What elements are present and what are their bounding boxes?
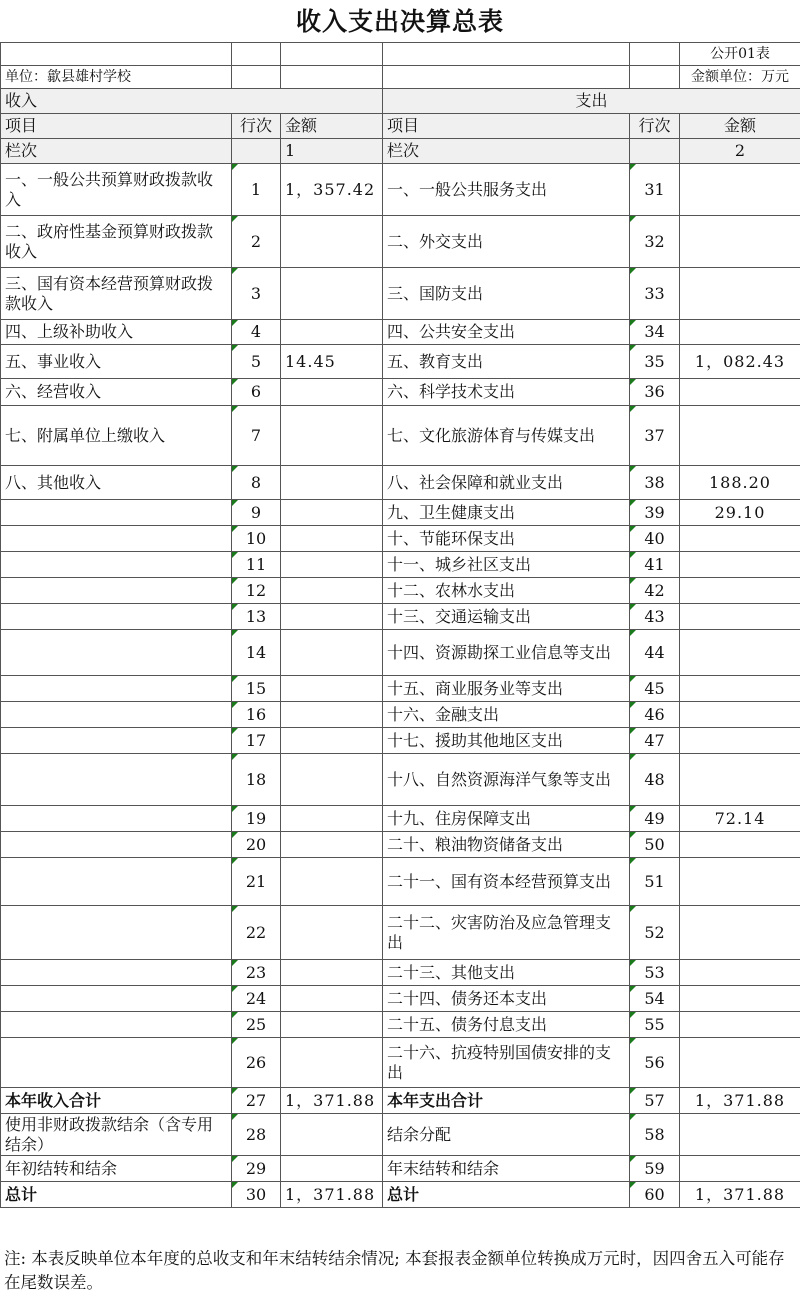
income-item [1,552,232,578]
expense-amount: 29.10 [680,500,800,526]
income-item: 一、一般公共预算财政拨款收入 [1,164,232,216]
table-row [1,806,800,832]
income-line: 17 [232,728,281,754]
income-item [1,578,232,604]
table-row [1,500,800,526]
income-line: 23 [232,960,281,986]
income-amount-header: 金额 [281,114,383,139]
expense-line: 56 [630,1038,680,1088]
income-item: 七、附属单位上缴收入 [1,406,232,466]
expense-line: 42 [630,578,680,604]
income-item [1,676,232,702]
expense-item: 十、节能环保支出 [383,526,630,552]
expense-item: 一、一般公共服务支出 [383,164,630,216]
table-row [1,578,800,604]
table-row [1,406,800,466]
income-amount [281,858,383,906]
income-line: 22 [232,906,281,960]
expense-line: 31 [630,164,680,216]
table-row [1,1156,800,1182]
expense-line: 60 [630,1182,680,1208]
expense-amount [680,906,800,960]
expense-amount [680,164,800,216]
expense-item: 年末结转和结余 [383,1156,630,1182]
income-amount [281,320,383,345]
table-row [1,832,800,858]
expense-item: 二十五、债务付息支出 [383,1012,630,1038]
income-item [1,986,232,1012]
table-row [1,164,800,216]
expense-item: 二十一、国有资本经营预算支出 [383,858,630,906]
expense-amount [680,1156,800,1182]
table-row [1,630,800,676]
income-item: 六、经营收入 [1,379,232,406]
expense-item: 十四、资源勘探工业信息等支出 [383,630,630,676]
expense-line: 43 [630,604,680,630]
income-line: 9 [232,500,281,526]
table-row [1,676,800,702]
income-line: 12 [232,578,281,604]
income-item: 四、上级补助收入 [1,320,232,345]
expense-line: 38 [630,466,680,500]
expense-line: 52 [630,906,680,960]
income-amount [281,1114,383,1156]
income-item: 总计 [1,1182,232,1208]
income-item [1,1012,232,1038]
expense-amount [680,702,800,728]
income-line: 18 [232,754,281,806]
expense-line: 59 [630,1156,680,1182]
expense-item: 七、文化旅游体育与传媒支出 [383,406,630,466]
income-item [1,858,232,906]
expense-item: 二十、粮油物资储备支出 [383,832,630,858]
income-item [1,906,232,960]
income-line: 14 [232,630,281,676]
expense-item: 本年支出合计 [383,1088,630,1114]
income-item [1,604,232,630]
table-row [1,728,800,754]
income-line: 4 [232,320,281,345]
income-amount [281,806,383,832]
income-line: 5 [232,345,281,379]
expense-item: 三、国防支出 [383,268,630,320]
expense-line: 40 [630,526,680,552]
income-amount [281,728,383,754]
expense-line: 35 [630,345,680,379]
form-code: 公开01表 [680,43,800,66]
table-row [1,906,800,960]
expense-item: 十六、金融支出 [383,702,630,728]
expense-line: 36 [630,379,680,406]
income-item [1,806,232,832]
income-amount [281,1012,383,1038]
income-line: 6 [232,379,281,406]
table-row [1,526,800,552]
expense-line: 57 [630,1088,680,1114]
table-row [1,552,800,578]
income-item [1,630,232,676]
expense-amount [680,406,800,466]
expense-amount [680,604,800,630]
expense-item: 二十三、其他支出 [383,960,630,986]
expense-line: 46 [630,702,680,728]
income-item [1,960,232,986]
income-item: 本年收入合计 [1,1088,232,1114]
table-row [1,604,800,630]
income-amount [281,578,383,604]
table-row [1,754,800,806]
income-amount [281,500,383,526]
expense-line: 39 [630,500,680,526]
expense-amount [680,676,800,702]
income-amount [281,1038,383,1088]
table-row [1,268,800,320]
income-amount: 1，371.88 [281,1088,383,1114]
expense-line: 32 [630,216,680,268]
expense-item-header: 项目 [383,114,630,139]
expense-amount [680,832,800,858]
income-amount [281,832,383,858]
table-row [1,1114,800,1156]
expense-item: 八、社会保障和就业支出 [383,466,630,500]
expense-amount [680,754,800,806]
income-amount [281,466,383,500]
income-line-header: 行次 [232,114,281,139]
expense-item: 十三、交通运输支出 [383,604,630,630]
income-amount [281,406,383,466]
income-line: 24 [232,986,281,1012]
expense-line: 53 [630,960,680,986]
expense-item: 四、公共安全支出 [383,320,630,345]
income-item [1,526,232,552]
income-line: 11 [232,552,281,578]
page-title: 收入支出决算总表 [295,7,504,36]
expense-item: 十八、自然资源海洋气象等支出 [383,754,630,806]
income-line: 16 [232,702,281,728]
income-line: 28 [232,1114,281,1156]
income-column-label: 栏次 [1,139,232,164]
expense-item: 二十六、抗疫特别国债安排的支出 [383,1038,630,1088]
expense-line: 37 [630,406,680,466]
table-row [1,379,800,406]
expense-amount: 1，371.88 [680,1182,800,1208]
income-amount: 14.45 [281,345,383,379]
income-line: 15 [232,676,281,702]
expense-line: 47 [630,728,680,754]
expense-line: 55 [630,1012,680,1038]
expense-item: 十七、援助其他地区支出 [383,728,630,754]
income-amount [281,1156,383,1182]
table-row [1,1182,800,1208]
expense-amount [680,1038,800,1088]
expense-amount: 1，371.88 [680,1088,800,1114]
expense-amount [680,1114,800,1156]
table-row [1,858,800,906]
income-line: 2 [232,216,281,268]
income-amount [281,552,383,578]
table-row [1,1012,800,1038]
expense-item: 六、科学技术支出 [383,379,630,406]
expense-item: 十五、商业服务业等支出 [383,676,630,702]
expense-amount [680,526,800,552]
expense-item: 十二、农林水支出 [383,578,630,604]
income-item: 三、国有资本经营预算财政拨款收入 [1,268,232,320]
table-row [1,1038,800,1088]
expense-item: 十九、住房保障支出 [383,806,630,832]
expense-item: 二十四、债务还本支出 [383,986,630,1012]
income-line: 25 [232,1012,281,1038]
expense-line: 50 [630,832,680,858]
income-item: 八、其他收入 [1,466,232,500]
money-unit-label: 金额单位：万元 [680,66,800,89]
expense-amount [680,630,800,676]
expense-line: 48 [630,754,680,806]
expense-line: 58 [630,1114,680,1156]
expense-item: 结余分配 [383,1114,630,1156]
income-expense-table [0,42,800,1208]
income-amount [281,630,383,676]
table-row [1,216,800,268]
expense-amount [680,216,800,268]
expense-amount [680,858,800,906]
income-amount [281,526,383,552]
income-item [1,702,232,728]
expense-amount [680,960,800,986]
income-amount [281,604,383,630]
table-row [1,320,800,345]
income-amount [281,268,383,320]
income-item: 年初结转和结余 [1,1156,232,1182]
income-line: 29 [232,1156,281,1182]
section-income-header: 收入 [1,89,383,114]
income-line: 21 [232,858,281,906]
expense-item: 十一、城乡社区支出 [383,552,630,578]
income-line: 3 [232,268,281,320]
income-line: 13 [232,604,281,630]
expense-item: 九、卫生健康支出 [383,500,630,526]
table-row [1,1088,800,1114]
expense-item: 五、教育支出 [383,345,630,379]
income-line: 1 [232,164,281,216]
income-item [1,754,232,806]
income-column-number: 1 [281,139,383,164]
expense-amount [680,728,800,754]
expense-item: 总计 [383,1182,630,1208]
expense-amount [680,578,800,604]
income-amount [281,676,383,702]
income-item [1,832,232,858]
income-line: 20 [232,832,281,858]
expense-column-number: 2 [680,139,800,164]
expense-line: 54 [630,986,680,1012]
expense-line: 45 [630,676,680,702]
expense-line: 33 [630,268,680,320]
table-row [1,986,800,1012]
expense-column-label: 栏次 [383,139,630,164]
income-amount [281,702,383,728]
income-amount [281,216,383,268]
expense-amount [680,379,800,406]
table-row [1,345,800,379]
income-item [1,1038,232,1088]
table-row [1,466,800,500]
expense-amount [680,986,800,1012]
income-item: 二、政府性基金预算财政拨款收入 [1,216,232,268]
income-amount: 1，357.42 [281,164,383,216]
income-amount [281,906,383,960]
expense-amount: 72.14 [680,806,800,832]
income-amount [281,754,383,806]
income-amount [281,379,383,406]
income-item-header: 项目 [1,114,232,139]
income-line: 26 [232,1038,281,1088]
income-line: 27 [232,1088,281,1114]
expense-line: 41 [630,552,680,578]
expense-amount-header: 金额 [680,114,800,139]
expense-amount: 1，082.43 [680,345,800,379]
table-row [1,702,800,728]
footnote: 注: 本表反映单位本年度的总收支和年末结转结余情况; 本套报表金额单位转换成万元时，因四舍五入可能存在尾数误差。 [4,1249,785,1292]
expense-amount [680,268,800,320]
income-item [1,728,232,754]
expense-item: 二十二、灾害防治及应急管理支出 [383,906,630,960]
expense-amount [680,552,800,578]
unit-label: 单位：歙县雄村学校 [1,66,232,89]
expense-line: 51 [630,858,680,906]
income-amount [281,986,383,1012]
expense-line: 49 [630,806,680,832]
income-line: 19 [232,806,281,832]
expense-line-header: 行次 [630,114,680,139]
income-item: 五、事业收入 [1,345,232,379]
expense-line: 34 [630,320,680,345]
income-amount: 1，371.88 [281,1182,383,1208]
income-item: 使用非财政拨款结余（含专用结余） [1,1114,232,1156]
income-line: 8 [232,466,281,500]
expense-amount [680,320,800,345]
section-expense-header: 支出 [383,89,800,114]
expense-amount [680,1012,800,1038]
income-line: 7 [232,406,281,466]
table-row [1,960,800,986]
expense-amount: 188.20 [680,466,800,500]
income-amount [281,960,383,986]
income-line: 30 [232,1182,281,1208]
expense-item: 二、外交支出 [383,216,630,268]
income-line: 10 [232,526,281,552]
income-item [1,500,232,526]
expense-line: 44 [630,630,680,676]
